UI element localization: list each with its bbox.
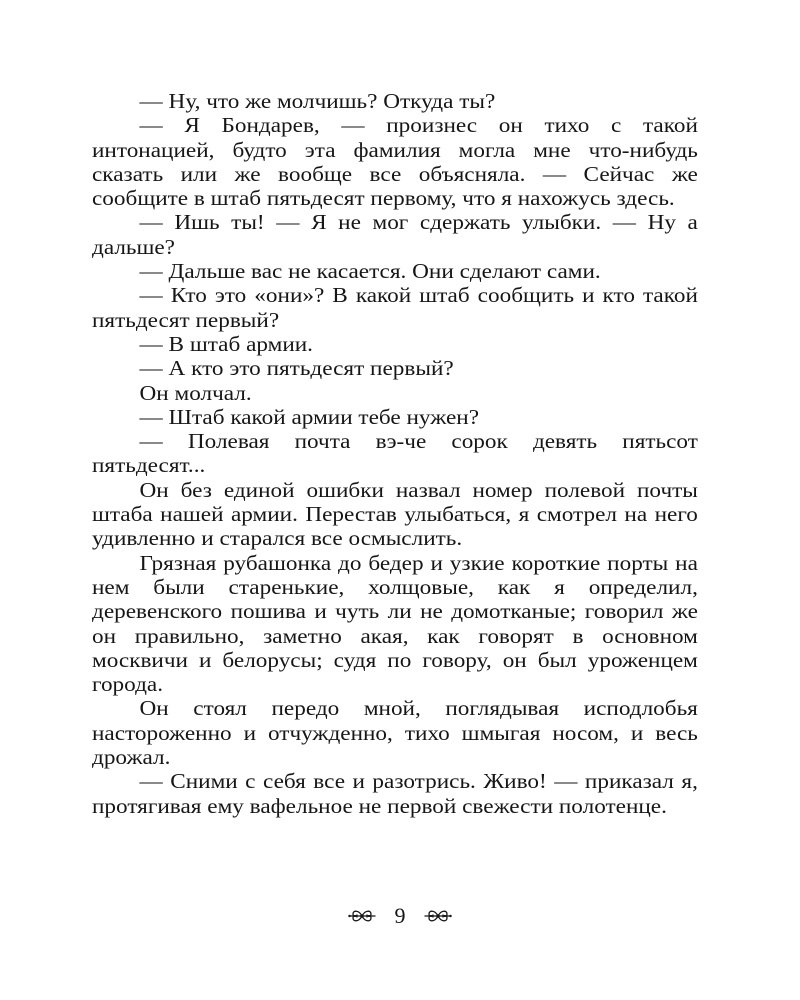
- right-ornament-icon: [423, 907, 453, 925]
- paragraph: Он без единой ошибки назвал номер полевой почты штаба нашей армии. Перестав улыбаться, я смотрел на него удивленно и старался все осмыслить.: [92, 477, 698, 551]
- paragraph: Грязная рубашонка до бедер и узкие короткие порты на нем были старенькие, холщовые, как я определил, деревенского пошива и чуть ли не домотканые; говорил же он правильно, заметно акая, как говорят в основном москвичи и белорусы; судя по говору, он был уроженцем города.: [92, 550, 698, 697]
- body-text: [92, 89, 698, 818]
- paragraph: — Штаб какой армии тебе нужен?: [139, 404, 480, 429]
- paragraph: Он молчал.: [139, 380, 252, 405]
- paragraph: Он стоял передо мной, поглядывая исподлобья настороженно и отчужденно, тихо шмыгая носом, и весь дрожал.: [92, 696, 698, 770]
- paragraph: — Я Бондарев, — произнес он тихо с такой интонацией, будто эта фамилия могла мне что-нибудь сказать или же вообще все объясняла. — Сейчас же сообщите в штаб пятьдесят первому, что я нахожусь здесь.: [92, 113, 698, 211]
- paragraph: — Ну, что же молчишь? Откуда ты?: [139, 89, 496, 113]
- paragraph: — А кто это пятьдесят первый?: [139, 356, 454, 381]
- paragraph: — Полевая почта вэ-че сорок девять пятьсот пятьдесят...: [92, 429, 698, 478]
- paragraph: — Ишь ты! — Я не мог сдержать улыбки. — Ну а дальше?: [92, 210, 698, 259]
- left-ornament-icon: [347, 907, 377, 925]
- paragraph: — Кто это «они»? В какой штаб сообщить и кто такой пятьдесят первый?: [92, 283, 698, 332]
- page-footer: [0, 901, 800, 931]
- paragraph: — Дальше вас не касается. Они сделают сами.: [139, 259, 601, 284]
- paragraph: — В штаб армии.: [139, 331, 313, 356]
- page-number: 9: [394, 903, 406, 928]
- paragraph: — Сними с себя все и разотрись. Живо! — приказал я, протягивая ему вафельное не первой свежести полотенце.: [92, 769, 698, 818]
